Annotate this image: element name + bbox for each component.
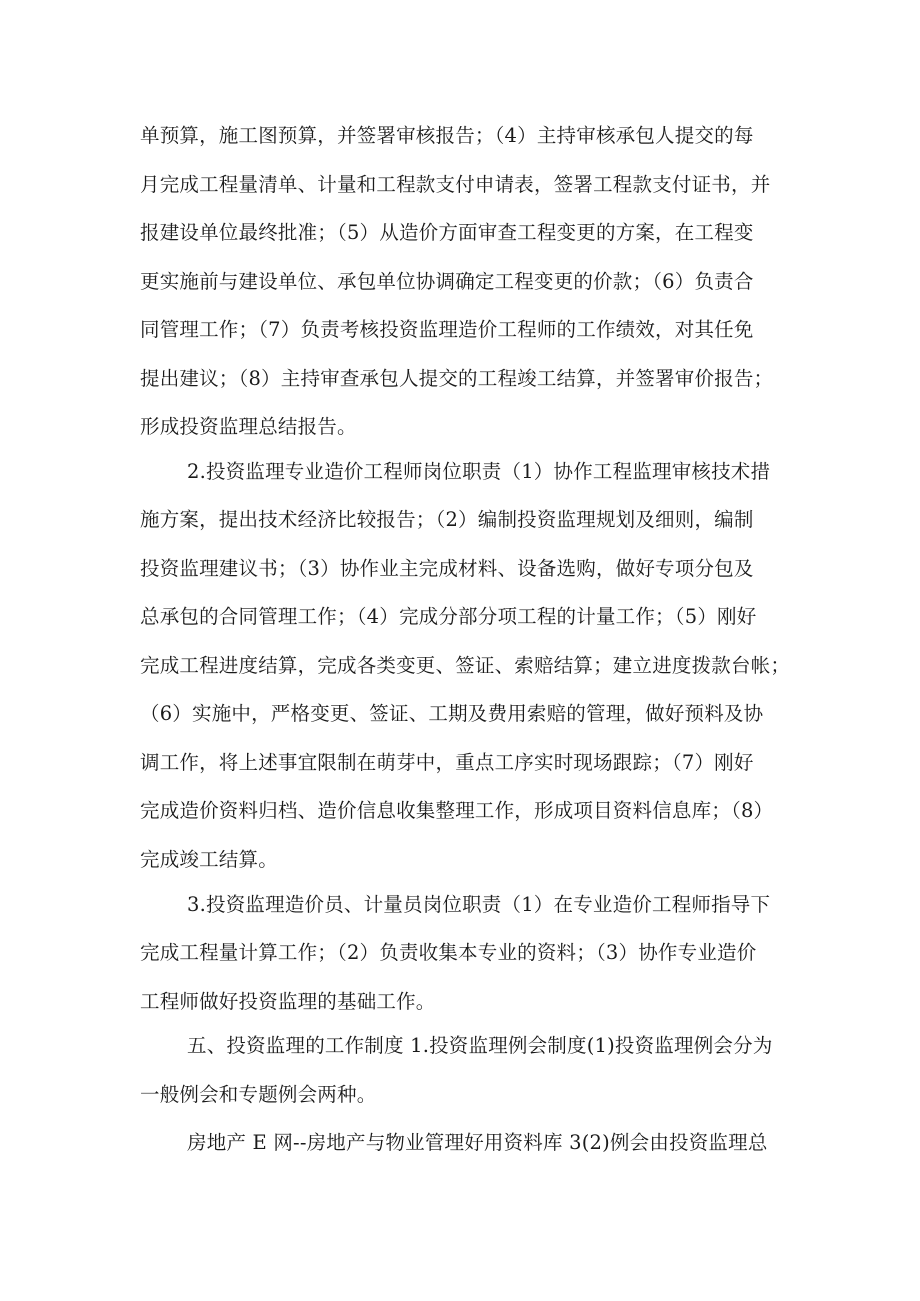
paragraph-heading-line: 2.投资监理专业造价工程师岗位职责（1）协作工程监理审核技术措: [187, 460, 771, 483]
paragraph-line: 单预算，施工图预算，并签署审核报告；（4）主持审核承包人提交的每: [140, 124, 754, 147]
paragraph-line: 一般例会和专题例会两种。: [140, 1083, 377, 1106]
paragraph-line: 房地产 E 网--房地产与物业管理好用资料库 3(2)例会由投资监理总: [187, 1131, 768, 1154]
paragraph-line: 完成竣工结算。: [140, 848, 278, 871]
paragraph-line: 同管理工作；（7）负责考核投资监理造价工程师的工作绩效，对其任免: [140, 318, 754, 341]
paragraph-line: 提出建议；（8）主持审查承包人提交的工程竣工结算，并签署审价报告；: [140, 367, 774, 390]
paragraph-line: 投资监理建议书；（3）协作业主完成材料、设备选购，做好专项分包及: [140, 557, 754, 580]
paragraph-line: （6）实施中，严格变更、签证、工期及费用索赔的管理，做好预料及协: [140, 702, 764, 725]
paragraph-line: 总承包的合同管理工作；（4）完成分部分项工程的计量工作；（5）刚好: [140, 605, 757, 628]
paragraph-line: 调工作，将上述事宜限制在萌芽中，重点工序实时现场跟踪；（7）刚好: [140, 751, 754, 774]
paragraph-line: 报建设单位最终批准；（5）从造价方面审查工程变更的方案，在工程变: [140, 221, 754, 244]
paragraph-heading-line: 3.投资监理造价员、计量员岗位职责（1）在专业造价工程师指导下: [187, 893, 771, 916]
paragraph-line: 完成工程进度结算，完成各类变更、签证、索赔结算；建立进度拨款台帐；: [140, 654, 791, 677]
paragraph-heading-line: 五、投资监理的工作制度 1.投资监理例会制度(1)投资监理例会分为: [187, 1034, 773, 1057]
paragraph-line: 形成投资监理总结报告。: [140, 415, 357, 438]
paragraph-line: 工程师做好投资监理的基础工作。: [140, 990, 436, 1013]
paragraph-line: 施方案，提出技术经济比较报告；（2）编制投资监理规划及细则，编制: [140, 508, 754, 531]
paragraph-line: 完成工程量计算工作；（2）负责收集本专业的资料；（3）协作专业造价: [140, 941, 757, 964]
paragraph-line: 月完成工程量清单、计量和工程款支付申请表，签署工程款支付证书，并: [140, 173, 771, 196]
paragraph-line: 更实施前与建设单位、承包单位协调确定工程变更的价款；（6）负责合: [140, 270, 754, 293]
paragraph-line: 完成造价资料归档、造价信息收集整理工作，形成项目资料信息库；（8）: [140, 799, 774, 822]
